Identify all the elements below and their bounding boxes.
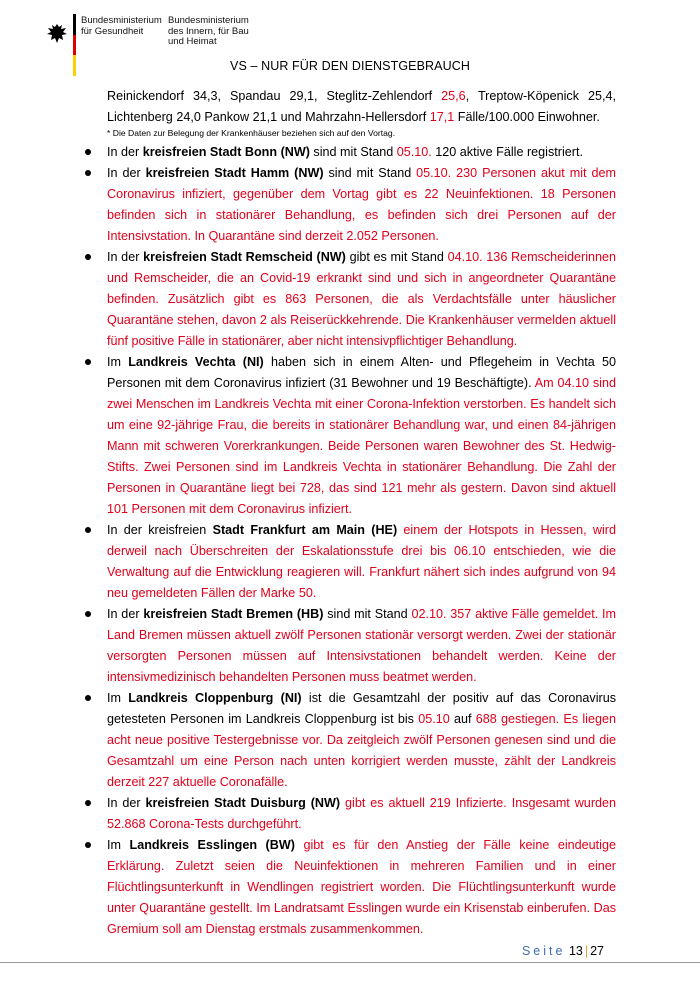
federal-eagle-icon (46, 22, 68, 44)
ministry-health-label: Bundesministerium für Gesundheit (81, 15, 162, 37)
list-item: In der kreisfreien Stadt Hamm (NW) sind mit Stand 05.10. 230 Personen akut mit dem Coronavirus infiziert, gegenüber dem Vortag gibt es 22 Neuinfektionen. 18 Personen befinden sich in stationärer Behandlung, es befinden sich drei Personen auf der Intensivstation. In Quarantäne sind derzeit 2.052 Personen. (107, 163, 616, 247)
list-item: Im Landkreis Cloppenburg (NI) ist die Gesamtzahl der positiv auf das Coronavirus getesteten Personen im Landkreis Cloppenburg ist bis 05.10 auf 688 gestiegen. Es liegen acht neue positive Testergebnisse vor. Da zeitgleich zwölf Personen genesen sind und die Gesamtzahl um eine Person nach unten korrigiert werden musste, zählt der Landkreis derzeit 227 aktuelle Coronafälle. (107, 688, 616, 793)
ministry-interior-label: Bundesministerium des Innern, für Bau und Heimat (168, 15, 249, 47)
case-report-list (107, 142, 616, 940)
intro-paragraph: Reinickendorf 34,3, Spandau 29,1, Steglitz-Zehlendorf 25,6, Treptow-Köpenick 25,4, Lichtenberg 24,0 Pankow 21,1 und Mahrzahn-Hellersdorf 17,1 Fälle/100.000 Einwohner. (107, 89, 617, 124)
list-item: In der kreisfreien Stadt Frankfurt am Main (HE) einem der Hotspots in Hessen, wird derweil nach Überschreiten der Eskalationsstufe drei bis 06.10 entschieden, wie die Verwaltung auf die Entwicklung reagieren will. Frankfurt nähert sich indes aufgrund von 94 neu gemeldeten Fällen der Marke 50. (107, 520, 616, 604)
list-item: In der kreisfreien Stadt Duisburg (NW) gibt es aktuell 219 Infizierte. Insgesamt wurden 52.868 Corona-Tests durchgeführt. (107, 793, 616, 835)
list-item: In der kreisfreien Stadt Remscheid (NW) gibt es mit Stand 04.10. 136 Remscheiderinnen und Remscheider, die an Covid-19 erkrankt sind und sich in angeordneter Quarantäne befinden. Zusätzlich gibt es 863 Personen, die als Verdachtsfälle unter häuslicher Quarantäne stehen, davon 2 als Reiserückkehrende. Die Krankenhäuser vermelden aktuell fünf positive Fälle in stationärer, aber nicht intensivpflichtiger Behandlung. (107, 247, 616, 352)
classification-header: VS – NUR FÜR DEN DIENSTGEBRAUCH (230, 59, 470, 73)
list-item: Im Landkreis Vechta (NI) haben sich in einem Alten- und Pflegeheim in Vechta 50 Personen mit dem Coronavirus infiziert (31 Bewohner und 19 Beschäftigte). Am 04.10 sind zwei Menschen im Landkreis Vechta mit einer Corona-Infektion verstorben. Es handelt sich um eine 92-jährige Frau, die bereits in stationärer Behandlung war, und einen 84-jährigen Mann mit schweren Vorerkrankungen. Beide Personen waren Bewohner des St. Hedwig-Stifts. Zwei Personen sind im Landkreis Vechta in stationärer Behandlung. Die Zahl der Personen in Quarantäne liegt bei 728, das sind 121 mehr als gestern. Davon sind aktuell 101 Personen mit dem Coronavirus infiziert. (107, 352, 616, 520)
document-body (107, 86, 616, 940)
footnote: * Die Daten zur Belegung der Krankenhäuser beziehen sich auf den Vortag. (107, 128, 396, 138)
list-item: In der kreisfreien Stadt Bremen (HB) sind mit Stand 02.10. 357 aktive Fälle gemeldet. Im Land Bremen müssen aktuell zwölf Personen stationär versorgt werden. Zwei der stationär versorgten Personen müssen auf Intensivstationen behandelt werden. Keine der intensivmedizinisch behandelten Personen muss beatmet werden. (107, 604, 616, 688)
footer-divider (0, 962, 700, 963)
list-item: In der kreisfreien Stadt Bonn (NW) sind mit Stand 05.10. 120 aktive Fälle registriert. (107, 142, 616, 163)
page-number: Seite 13 | 27 (521, 944, 604, 958)
list-item: Im Landkreis Esslingen (BW) gibt es für den Anstieg der Fälle keine eindeutige Erklärung. Zuletzt seien die Neuinfektionen in mehreren Familien und in einer Flüchtlingsunterkunft in Wendlingen registriert worden. Die Flüchtlingsunterkunft wurde unter Quarantäne gestellt. Im Landratsamt Esslingen wurde ein Krisenstab einberufen. Das Gremium soll am Dienstag erstmals zusammenkommen. (107, 835, 616, 940)
